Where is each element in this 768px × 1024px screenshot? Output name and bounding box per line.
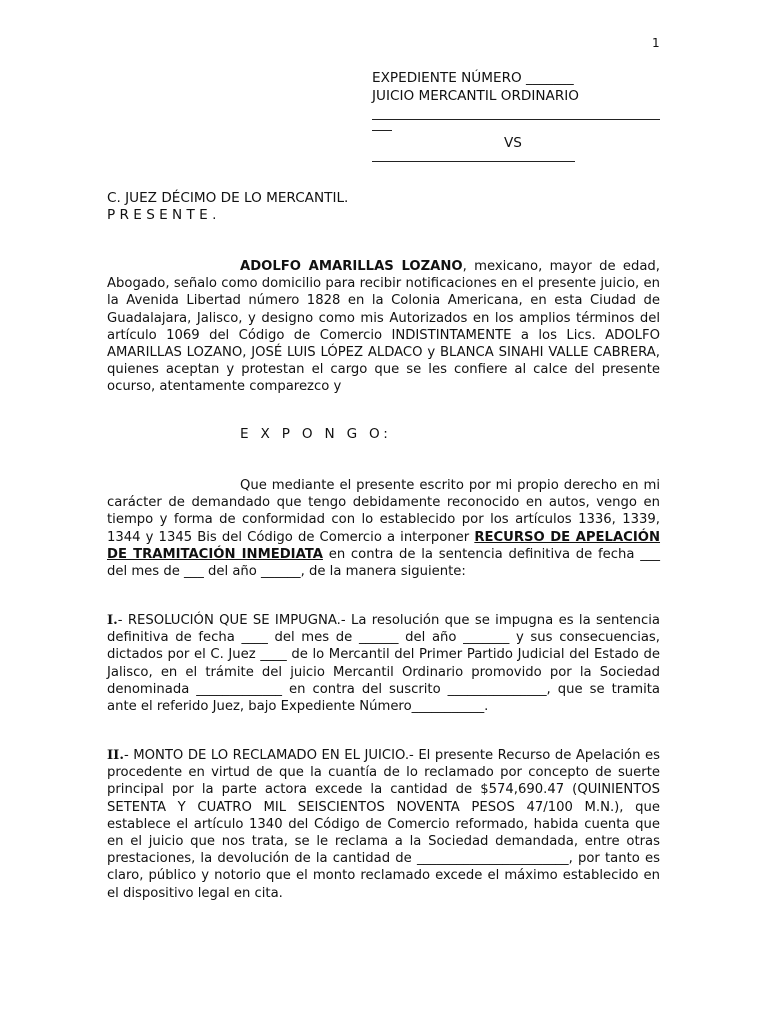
plaintiff-blank-line-cont [372,120,392,131]
section-i-paragraph [107,612,660,715]
recurso-text-after: en contra de la sentencia definitiva de fecha ___ del mes de ___ del año ______, de la manera siguiente: [107,546,660,580]
section-i-text: - RESOLUCIÓN QUE SE IMPUGNA.- La resolución que se impugna es la sentencia definitiva de fecha ____ del mes de ______ del año _______ y sus consecuencias, dictados por el C. Juez ____ de lo Mercantil del Primer Partido Judicial del Estado de Jalisco, en el trámite del juicio Mercantil Ordinario promovido por la Sociedad denominada _____________ en contra del suscrito _______________, que se tramita ante el referido Juez, bajo Expediente Número___________. [107,613,660,715]
intro-paragraph [107,258,660,396]
case-type: JUICIO MERCANTIL ORDINARIO [372,87,579,104]
expongo-heading: E X P O N G O: [240,426,392,442]
case-header [372,70,664,162]
plaintiff-blank-line [372,105,660,120]
recurso-paragraph [107,477,660,580]
section-ii-text: - MONTO DE LO RECLAMADO EN EL JUICIO.- El presente Recurso de Apelación es procedente en virtud de que la cuantía de lo reclamado por concepto de suerte principal por la parte actora excede la cantidad de $574,690.47 (QUINIENTOS SETENTA Y CUATRO MIL SEISCIENTOS NOVENTA PESOS 47/100 M.N.), que establece el artículo 1340 del Código de Comercio reformado, habida cuenta que en el juicio que nos trata, se le reclama a la Sociedad demandada, entre otras prestaciones, la devolución de la cantidad de _______________________, por tanto es claro, público y notorio que el monto reclamado excede el máximo establecido en el dispositivo legal en cita. [107,748,660,901]
section-ii-number: II. [107,748,124,763]
intro-text: , mexicano, mayor de edad, Abogado, señalo como domicilio para recibir notificaciones en el presente juicio, en la Avenida Libertad número 1828 en la Colonia Americana, en esta Ciudad de Guadalajara, Jalisco, y designo como mis Autorizados en los amplios términos del artículo 1069 del Código de Comercio INDISTINTAMENTE a los Lics. ADOLFO AMARILLAS LOZANO, JOSÉ LUIS LÓPEZ ALDACO y BLANCA SINAHI VALLE CABRERA, quienes aceptan y protestan el cargo que se les confiere al calce del presente ocurso, atentamente comparezco y [107,259,660,395]
addressee-presente: P R E S E N T E . [107,207,217,223]
addressee [107,190,348,224]
case-number: EXPEDIENTE NÚMERO _______ [372,70,574,86]
section-i-number: I. [107,613,118,628]
recurso-title: RECURSO DE APELACIÓN DE TRAMITACIÓN INMEDIATA [107,529,661,562]
addressee-judge: C. JUEZ DÉCIMO DE LO MERCANTIL. [107,190,349,206]
section-ii-paragraph [107,747,660,902]
versus-label: VS [504,135,522,151]
recurso-text-before: Que mediante el presente escrito por mi propio derecho en mi carácter de demandado que tengo debidamente reconocido en autos, vengo en tiempo y forma de conformidad con lo establecido por los artículos 1336, 1339, 1344 y 1345 Bis del Código de Comercio a interponer [107,478,660,545]
page-number: 1 [652,36,660,50]
petitioner-name: ADOLFO AMARILLAS LOZANO [240,259,463,274]
defendant-blank-line [372,153,575,162]
